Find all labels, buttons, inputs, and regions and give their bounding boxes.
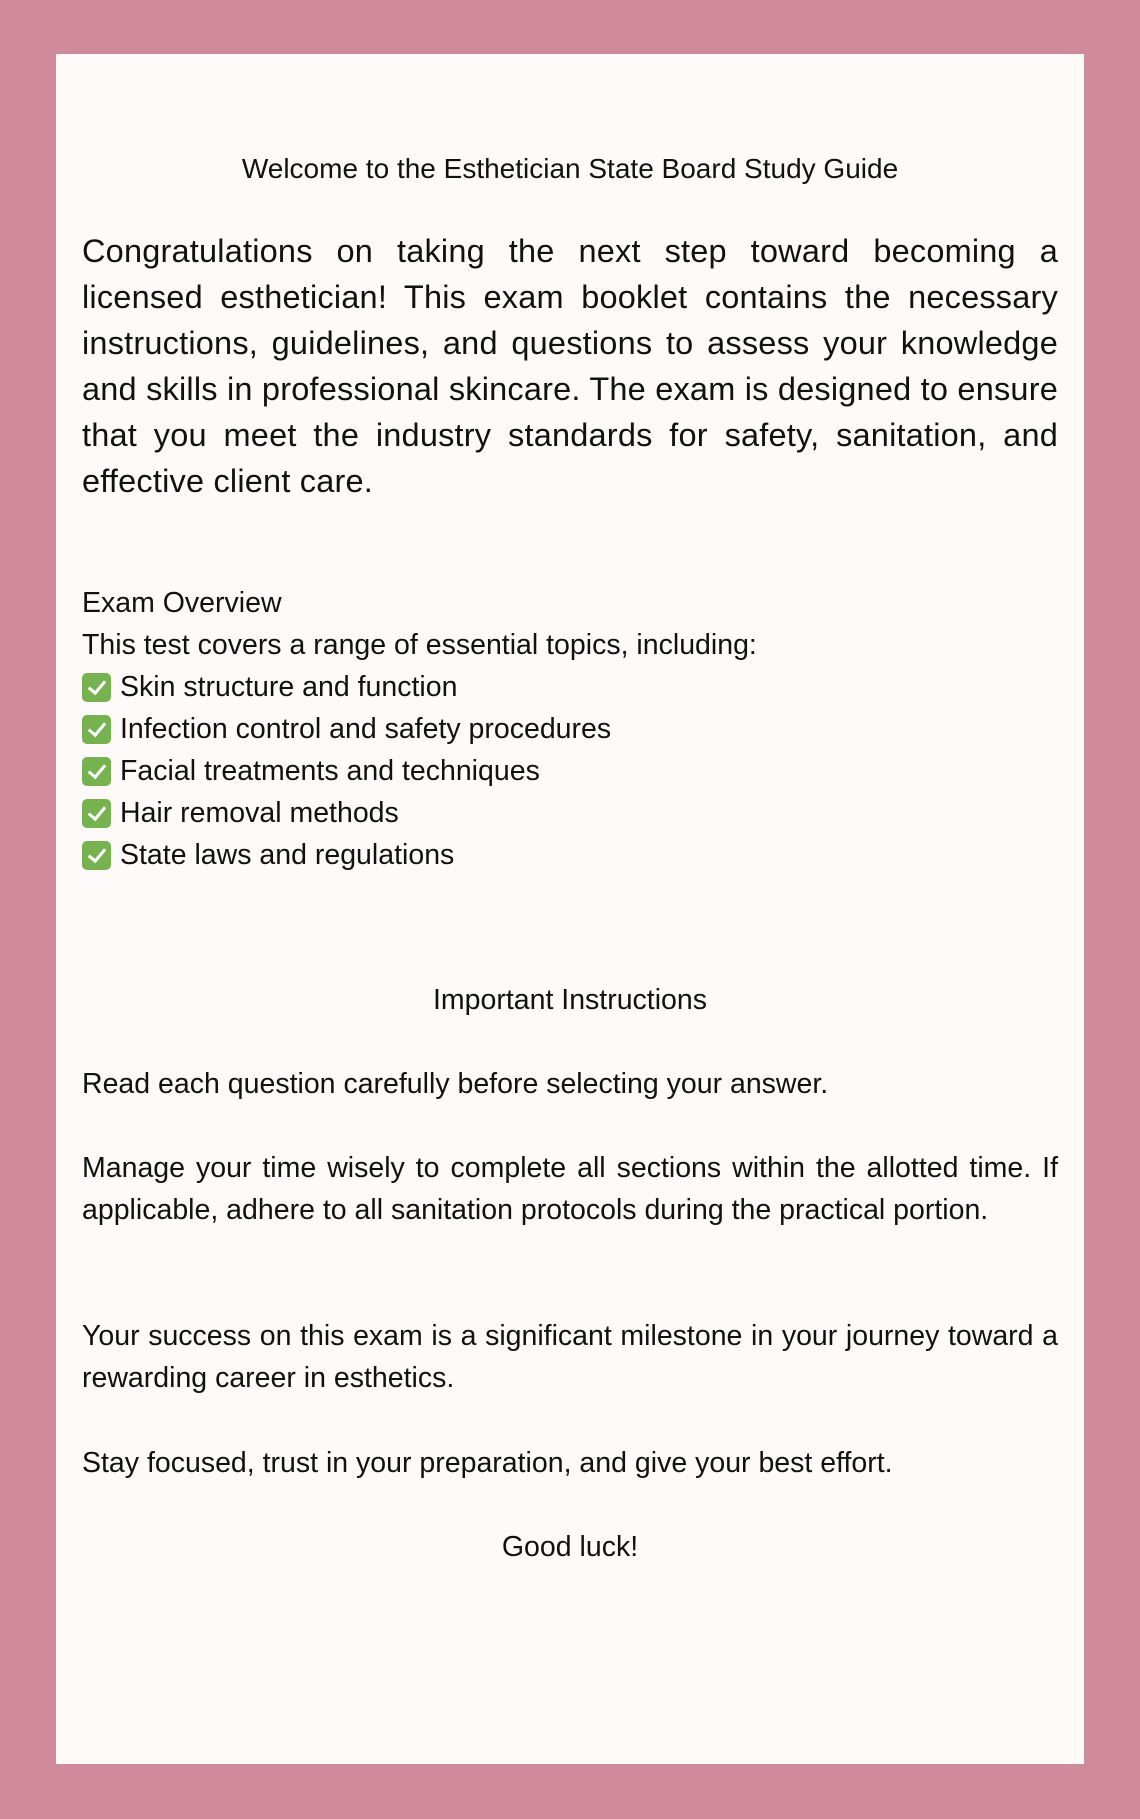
topic-label: Hair removal methods xyxy=(120,797,399,829)
exam-overview-section xyxy=(82,582,1058,876)
exam-overview-lead: This test covers a range of essential topics, including: xyxy=(82,629,757,661)
topic-list-item xyxy=(82,750,1058,792)
check-mark-icon xyxy=(82,715,111,744)
instruction-stay-focused: Stay focused, trust in your preparation, and give your best effort. xyxy=(82,1447,893,1479)
check-mark-icon xyxy=(82,673,111,702)
instruction-read-carefully: Read each question carefully before selecting your answer. xyxy=(82,1068,829,1100)
topic-label: State laws and regulations xyxy=(120,839,455,871)
exam-overview-heading: Exam Overview xyxy=(82,587,282,619)
topic-label: Infection control and safety procedures xyxy=(120,713,612,745)
topic-list-item xyxy=(82,792,1058,834)
page-title: Welcome to the Esthetician State Board Study Guide xyxy=(241,153,899,184)
instruction-success: Your success on this exam is a significant milestone in your journey toward a rewarding career in esthetics. xyxy=(82,1320,1058,1394)
check-mark-icon xyxy=(82,799,111,828)
topic-list-item xyxy=(82,834,1058,876)
instruction-time-and-sanitation: Manage your time wisely to complete all sections within the allotted time. If applicable, adhere to all sanitation protocols during the practical portion. xyxy=(82,1152,1058,1226)
instructions-heading: Important Instructions xyxy=(432,984,708,1016)
topic-label: Skin structure and function xyxy=(120,671,458,703)
check-mark-icon xyxy=(82,757,111,786)
topic-list-item xyxy=(82,708,1058,750)
intro-paragraph: Congratulations on taking the next step toward becoming a licensed esthetician! This exam booklet contains the necessary instructions, guidelines, and questions to assess your knowledge and skills in professional skincare. The exam is designed to ensure that you meet the industry standards for safety, sanitation, and effective client care. xyxy=(82,233,1058,499)
check-mark-icon xyxy=(82,841,111,870)
good-luck-text: Good luck! xyxy=(501,1531,639,1563)
topic-label: Facial treatments and techniques xyxy=(120,755,540,787)
topic-list xyxy=(82,666,1058,876)
topic-list-item xyxy=(82,666,1058,708)
document-page xyxy=(56,54,1084,1764)
